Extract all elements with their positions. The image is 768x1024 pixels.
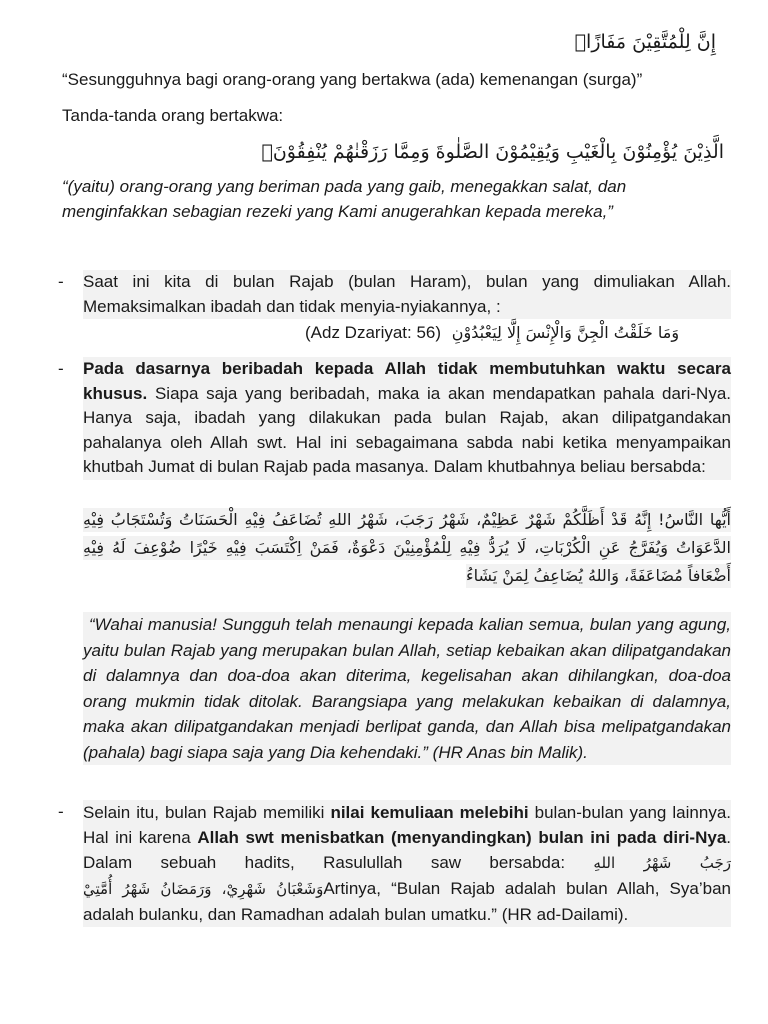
- bullet1-line2: Memaksimalkan ibadah dan tidak menyia-nyiakannya, :: [83, 296, 501, 316]
- bullet3-arabic-b: وَشَعْبَانُ شَهْرِيْ، وَرَمَضَانُ شَهْرُ أُمَّتِيْ: [83, 880, 324, 898]
- bullet1-arabic: وَمَا خَلَقْتُ الْجِنَّ وَالْإِنْسَ إِلَّا لِيَعْبُدُوْنِ: [451, 323, 680, 342]
- bullet3-text1: Selain itu, bulan Rajab memiliki: [83, 803, 331, 822]
- bullet1-reference: (Adz Dzariyat: 56): [305, 323, 442, 342]
- bullet2-bold-intro: Pada dasarnya beribadah kepada Allah tidak membutuhkan waktu secara khusus.: [83, 359, 731, 403]
- bullet3-bold1: nilai kemuliaan melebihi: [330, 803, 529, 822]
- bullet2-body: Siapa saja yang beribadah, maka ia akan mendapatkan pahala dari-Nya. Hanya saja, ibadah yang dilakukan pada bulan Rajab, akan dilipatgandakan pahalanya oleh Allah swt. Hal ini sebagaimana sabda nabi ketika menyampaikan khutbah Jumat di bulan Rajab pada masanya. Dalam khutbahnya beliau bersabda:: [83, 383, 731, 476]
- bullet2-hadith-line2: الدَّعَوَاتُ وَيُفَرَّجُ عَنِ الْكُرْبَاتِ، لَا يُرَدُّ فِيْهِ لِلْمُؤْمِنِيْنَ دَعْوَةٌ، فَمَنْ اِكْتَسَبَ فِيْهِ خَيْرًا ضُوْعِفَ لَهُ فِيْهِ: [83, 536, 731, 560]
- bullet1-marker: -: [58, 272, 64, 291]
- bullet2-translation-text: “Wahai manusia! Sungguh telah menaungi kepada kalian semua, bulan yang agung, yaitu bulan Rajab yang merupakan bulan Allah, setiap kebaikan akan dilipatgandakan di dalamnya dan doa-doa akan diterima, kegelisahan akan dihilangkan, doa-doa orang mukmin tidak ditolak. Barangsiapa yang melakukan kebaikan di dalamnya, maka akan dilipatgandakan menjadi berlipat ganda, dan Allah bisa melipatgandakan (pahala) bagi siapa saja yang Dia kehendaki.” (HR Anas bin Malik).: [83, 615, 731, 762]
- bullet3-text5: adalah bulanku, dan Ramadhan adalah bulan umatku.” (HR ad-Dailami).: [83, 905, 629, 924]
- bullet3-paragraph: [83, 800, 731, 927]
- bullet3-marker: -: [58, 802, 64, 821]
- bullet2-paragraph: [83, 357, 731, 480]
- verse2-translation-line2: menginfakkan sebagian rezeki yang Kami anugerahkan kepada mereka,”: [62, 202, 613, 221]
- bullet1-text: [83, 270, 731, 319]
- verse2-arabic: الَّذِيْنَ يُؤْمِنُوْنَ بِالْغَيْبِ وَيُقِيْمُوْنَ الصَّلٰوةَ وَمِمَّا رَزَقْنٰهُمْ يُنْفِقُوْنَۙ: [261, 141, 724, 163]
- bullet3-text3: . Dalam sebuah hadits, Rasulullah saw bersabda:: [83, 828, 732, 872]
- bullet2-translation: [83, 612, 731, 765]
- bullet3-text4: Artinya, “Bulan Rajab adalah bulan Allah, Sya’ban: [323, 879, 731, 898]
- bullet2-marker: -: [58, 359, 64, 378]
- verse1-translation: “Sesungguhnya bagi orang-orang yang bertakwa (ada) kemenangan (surga)”: [62, 70, 643, 89]
- bullet2-hadith-line3: أَضْعَافاً مُضَاعَفَةً، وَاللهُ يُضَاعِفُ لِمَنْ يَشَاءُ: [466, 564, 731, 588]
- bullet1-quran: [305, 321, 679, 345]
- bullet1-line1: Saat ini kita di bulan Rajab (bulan Haram), bulan yang dimuliakan Allah.: [83, 272, 731, 291]
- bullet2-hadith-line1: أَيُّها النَّاسُ! إِنَّهُ قَدْ أَظَلَّكُمْ شَهْرٌ عَظِيْمٌ، شَهْرُ رَجَبَ، شَهْرُ اللهِ تُضَاعَفُ فِيْهِ الْحَسَنَاتُ وَتُسْتَجَابُ فِيْهِ: [83, 508, 731, 532]
- bullet3-arabic-a: رَجَبُ شَهْرُ اللهِ: [593, 854, 731, 872]
- bullet3-bold2: Allah swt menisbatkan (menyandingkan) bulan ini pada diri-Nya: [197, 828, 727, 847]
- verse1-arabic: إِنَّ لِلْمُتَّقِيْنَ مَفَازًاۙ: [574, 31, 716, 53]
- verse2-translation-line1: “(yaitu) orang-orang yang beriman pada yang gaib, menegakkan salat, dan: [62, 177, 627, 196]
- bullet3-text2: bulan-bulan yang lainnya. Hal ini karena: [83, 803, 732, 847]
- section-heading: Tanda-tanda orang bertakwa:: [62, 106, 284, 125]
